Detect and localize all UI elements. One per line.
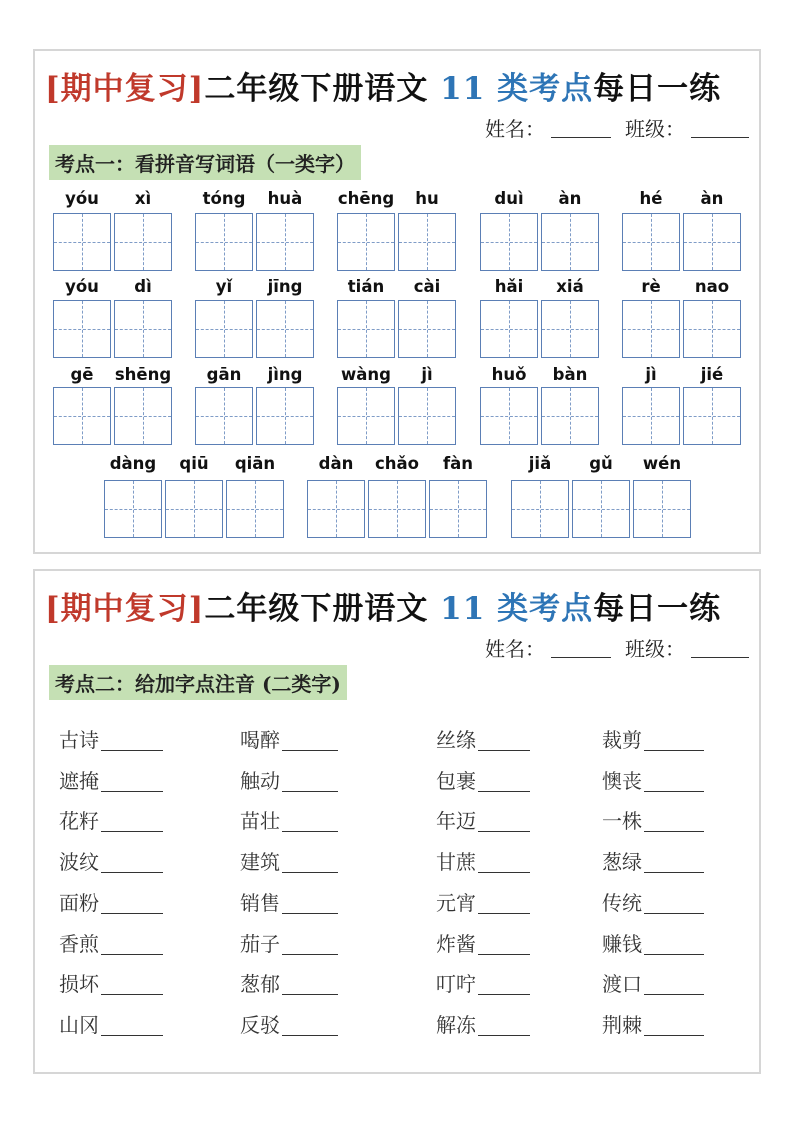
title-bracket: [期中复习]: [45, 591, 205, 627]
pinyin-label: jì: [421, 365, 433, 384]
answer-blank[interactable]: [644, 811, 704, 832]
class-label: 班级：: [625, 117, 685, 141]
answer-blank[interactable]: [478, 893, 530, 914]
answer-blank[interactable]: [478, 771, 530, 792]
title-kaodian: 类考点: [497, 71, 594, 107]
class-label: 班级：: [625, 637, 685, 661]
word-item: [602, 928, 704, 957]
word-text: 葱郁: [240, 972, 280, 997]
answer-blank[interactable]: [101, 852, 163, 873]
pinyin-label: hé: [639, 189, 663, 208]
word-item: [602, 805, 704, 834]
writing-box[interactable]: [337, 387, 395, 445]
writing-box[interactable]: [337, 213, 395, 271]
answer-blank[interactable]: [101, 730, 163, 751]
writing-box[interactable]: [53, 387, 111, 445]
answer-blank[interactable]: [644, 893, 704, 914]
writing-box[interactable]: [226, 480, 284, 538]
word-item: [436, 928, 530, 957]
word-text: 裁剪: [602, 728, 642, 752]
answer-blank[interactable]: [478, 974, 530, 995]
pinyin-label: jié: [700, 365, 724, 384]
answer-blank[interactable]: [644, 1015, 704, 1036]
word-item: [602, 765, 704, 794]
writing-box[interactable]: [337, 300, 395, 358]
word-item: [602, 968, 704, 997]
word-item: [602, 724, 704, 753]
word-text: 甘蔗: [436, 850, 476, 875]
pinyin-label: huǒ: [491, 365, 527, 384]
word-text: 葱绿: [602, 850, 642, 875]
answer-blank[interactable]: [644, 730, 704, 751]
answer-blank[interactable]: [101, 934, 163, 955]
answer-blank[interactable]: [282, 893, 338, 914]
pinyin-label: yǐ: [215, 277, 233, 296]
word-text: 波纹: [59, 850, 99, 875]
word-text: 遮掩: [59, 768, 99, 793]
writing-box[interactable]: [622, 387, 680, 445]
pinyin-label: qiān: [234, 454, 276, 473]
title-main: 二年级下册语文: [204, 591, 429, 627]
pinyin-label: wàng: [341, 365, 391, 384]
word-text: 香煎: [59, 931, 99, 956]
writing-box[interactable]: [398, 387, 456, 445]
pinyin-label: shēng: [114, 365, 172, 384]
pinyin-label: rè: [641, 277, 661, 296]
writing-box[interactable]: [195, 300, 253, 358]
writing-box[interactable]: [53, 213, 111, 271]
writing-box[interactable]: [165, 480, 223, 538]
answer-blank[interactable]: [282, 934, 338, 955]
answer-blank[interactable]: [282, 730, 338, 751]
pinyin-label: wén: [642, 454, 682, 473]
answer-blank[interactable]: [478, 730, 530, 751]
word-text: 炸酱: [436, 931, 476, 956]
word-text: 年迈: [436, 809, 476, 834]
word-text: 包裹: [436, 768, 476, 793]
word-item: [240, 968, 338, 997]
pinyin-label: fàn: [442, 454, 474, 473]
answer-blank[interactable]: [478, 852, 530, 873]
pinyin-label: duì: [494, 189, 524, 208]
answer-blank[interactable]: [282, 852, 338, 873]
pinyin-label: xiá: [556, 277, 584, 296]
answer-blank[interactable]: [101, 974, 163, 995]
word-item: [240, 928, 338, 957]
word-item: [59, 887, 163, 916]
writing-box[interactable]: [256, 300, 314, 358]
writing-box[interactable]: [104, 480, 162, 538]
word-item: [602, 887, 704, 916]
pinyin-label: tóng: [202, 189, 246, 208]
pinyin-label: jì: [645, 365, 657, 384]
word-text: 赚钱: [602, 931, 642, 956]
title-end: 每日一练: [593, 591, 722, 627]
writing-box[interactable]: [622, 213, 680, 271]
writing-box[interactable]: [480, 213, 538, 271]
writing-box[interactable]: [53, 300, 111, 358]
word-item: [59, 968, 163, 997]
pinyin-label: gǔ: [589, 454, 613, 473]
writing-box[interactable]: [683, 387, 741, 445]
answer-blank[interactable]: [644, 852, 704, 873]
pinyin-label: nao: [694, 277, 730, 296]
name-blank[interactable]: [551, 637, 611, 658]
word-text: 触动: [240, 768, 280, 793]
word-item: [436, 846, 530, 875]
word-text: 花籽: [59, 809, 99, 834]
answer-blank[interactable]: [478, 811, 530, 832]
pinyin-label: gē: [70, 365, 94, 384]
writing-box[interactable]: [633, 480, 691, 538]
word-item: [240, 724, 338, 753]
answer-blank[interactable]: [644, 934, 704, 955]
writing-box[interactable]: [511, 480, 569, 538]
name-label: 姓名：: [485, 117, 545, 141]
writing-box[interactable]: [398, 213, 456, 271]
word-text: 古诗: [59, 728, 99, 752]
writing-box[interactable]: [256, 213, 314, 271]
word-item: [602, 1009, 704, 1038]
word-item: [436, 1009, 530, 1038]
writing-box[interactable]: [368, 480, 426, 538]
name-class-row: [485, 113, 749, 142]
answer-blank[interactable]: [282, 811, 338, 832]
word-item: [59, 1009, 163, 1038]
writing-box[interactable]: [398, 300, 456, 358]
pinyin-label: dì: [134, 277, 152, 296]
writing-box[interactable]: [683, 300, 741, 358]
title-end: 每日一练: [593, 71, 722, 107]
writing-box[interactable]: [480, 387, 538, 445]
word-item: [59, 846, 163, 875]
answer-blank[interactable]: [282, 771, 338, 792]
answer-blank[interactable]: [101, 771, 163, 792]
name-class-row: [485, 633, 749, 662]
section-title: 考点一：看拼音写词语（一类字）: [49, 145, 361, 180]
answer-blank[interactable]: [478, 1015, 530, 1036]
pinyin-label: jiǎ: [528, 454, 552, 473]
answer-blank[interactable]: [101, 811, 163, 832]
word-item: [59, 805, 163, 834]
title-number: 11: [440, 591, 486, 627]
name-blank[interactable]: [551, 117, 611, 138]
pinyin-label: gān: [206, 365, 242, 384]
pinyin-label: yóu: [65, 189, 99, 208]
word-item: [240, 1009, 338, 1038]
writing-box[interactable]: [256, 387, 314, 445]
writing-box[interactable]: [114, 300, 172, 358]
section-title: 考点二：给加字点注音 (二类字): [49, 665, 347, 700]
pinyin-label: jīng: [267, 277, 303, 296]
word-item: [436, 724, 530, 753]
word-text: 反驳: [240, 1012, 280, 1037]
title-bracket: [期中复习]: [45, 71, 205, 107]
writing-box[interactable]: [114, 387, 172, 445]
pinyin-label: dàng: [109, 454, 157, 473]
class-blank[interactable]: [691, 117, 749, 138]
word-item: [436, 968, 530, 997]
word-text: 茄子: [240, 931, 280, 956]
class-blank[interactable]: [691, 637, 749, 658]
word-item: [240, 765, 338, 794]
answer-blank[interactable]: [101, 893, 163, 914]
word-item: [436, 765, 530, 794]
word-text: 面粉: [59, 890, 99, 915]
pinyin-label: yóu: [65, 277, 99, 296]
answer-blank[interactable]: [282, 1015, 338, 1036]
word-item: [602, 846, 704, 875]
pinyin-label: chēng: [337, 189, 395, 208]
word-text: 建筑: [240, 850, 280, 875]
pinyin-label: cài: [413, 277, 441, 296]
word-text: 一株: [602, 809, 642, 834]
pinyin-label: huà: [267, 189, 303, 208]
writing-box[interactable]: [429, 480, 487, 538]
title-number: 11: [440, 71, 486, 107]
answer-blank[interactable]: [644, 771, 704, 792]
word-item: [436, 887, 530, 916]
writing-box[interactable]: [480, 300, 538, 358]
answer-blank[interactable]: [644, 974, 704, 995]
writing-box[interactable]: [541, 387, 599, 445]
word-text: 解冻: [436, 1012, 476, 1037]
worksheet-card-2: [33, 569, 761, 1074]
writing-box[interactable]: [195, 387, 253, 445]
word-text: 苗壮: [240, 809, 280, 834]
writing-box[interactable]: [541, 213, 599, 271]
writing-box[interactable]: [683, 213, 741, 271]
answer-blank[interactable]: [478, 934, 530, 955]
answer-blank[interactable]: [101, 1015, 163, 1036]
pinyin-label: dàn: [318, 454, 354, 473]
pinyin-label: àn: [700, 189, 724, 208]
word-text: 懊丧: [602, 768, 642, 793]
title-kaodian: 类考点: [497, 591, 594, 627]
pinyin-label: xì: [134, 189, 152, 208]
worksheet-title: [45, 583, 721, 628]
pinyin-label: chǎo: [375, 454, 419, 473]
word-text: 山冈: [59, 1012, 99, 1037]
pinyin-label: tián: [347, 277, 385, 296]
pinyin-label: jìng: [267, 365, 303, 384]
pinyin-label: bàn: [552, 365, 588, 384]
word-text: 荆棘: [602, 1012, 642, 1037]
writing-box[interactable]: [114, 213, 172, 271]
pinyin-label: àn: [558, 189, 582, 208]
name-label: 姓名：: [485, 637, 545, 661]
word-item: [436, 805, 530, 834]
word-item: [240, 805, 338, 834]
worksheet-card-1: [33, 49, 761, 554]
pinyin-label: hǎi: [494, 277, 524, 296]
writing-box[interactable]: [572, 480, 630, 538]
worksheet-title: [45, 63, 721, 108]
word-item: [59, 765, 163, 794]
answer-blank[interactable]: [282, 974, 338, 995]
writing-box[interactable]: [622, 300, 680, 358]
pinyin-label: hu: [415, 189, 439, 208]
title-main: 二年级下册语文: [204, 71, 429, 107]
word-text: 销售: [240, 890, 280, 915]
writing-box[interactable]: [541, 300, 599, 358]
word-item: [59, 928, 163, 957]
word-text: 渡口: [602, 972, 642, 997]
word-item: [240, 846, 338, 875]
word-item: [240, 887, 338, 916]
word-text: 喝醉: [240, 728, 280, 752]
pinyin-label: qiū: [179, 454, 209, 473]
writing-box[interactable]: [195, 213, 253, 271]
word-text: 丝绦: [436, 728, 476, 752]
word-text: 元宵: [436, 890, 476, 915]
word-item: [59, 724, 163, 753]
word-text: 损坏: [59, 972, 99, 997]
word-text: 叮咛: [436, 972, 476, 997]
writing-box[interactable]: [307, 480, 365, 538]
word-text: 传统: [602, 890, 642, 915]
